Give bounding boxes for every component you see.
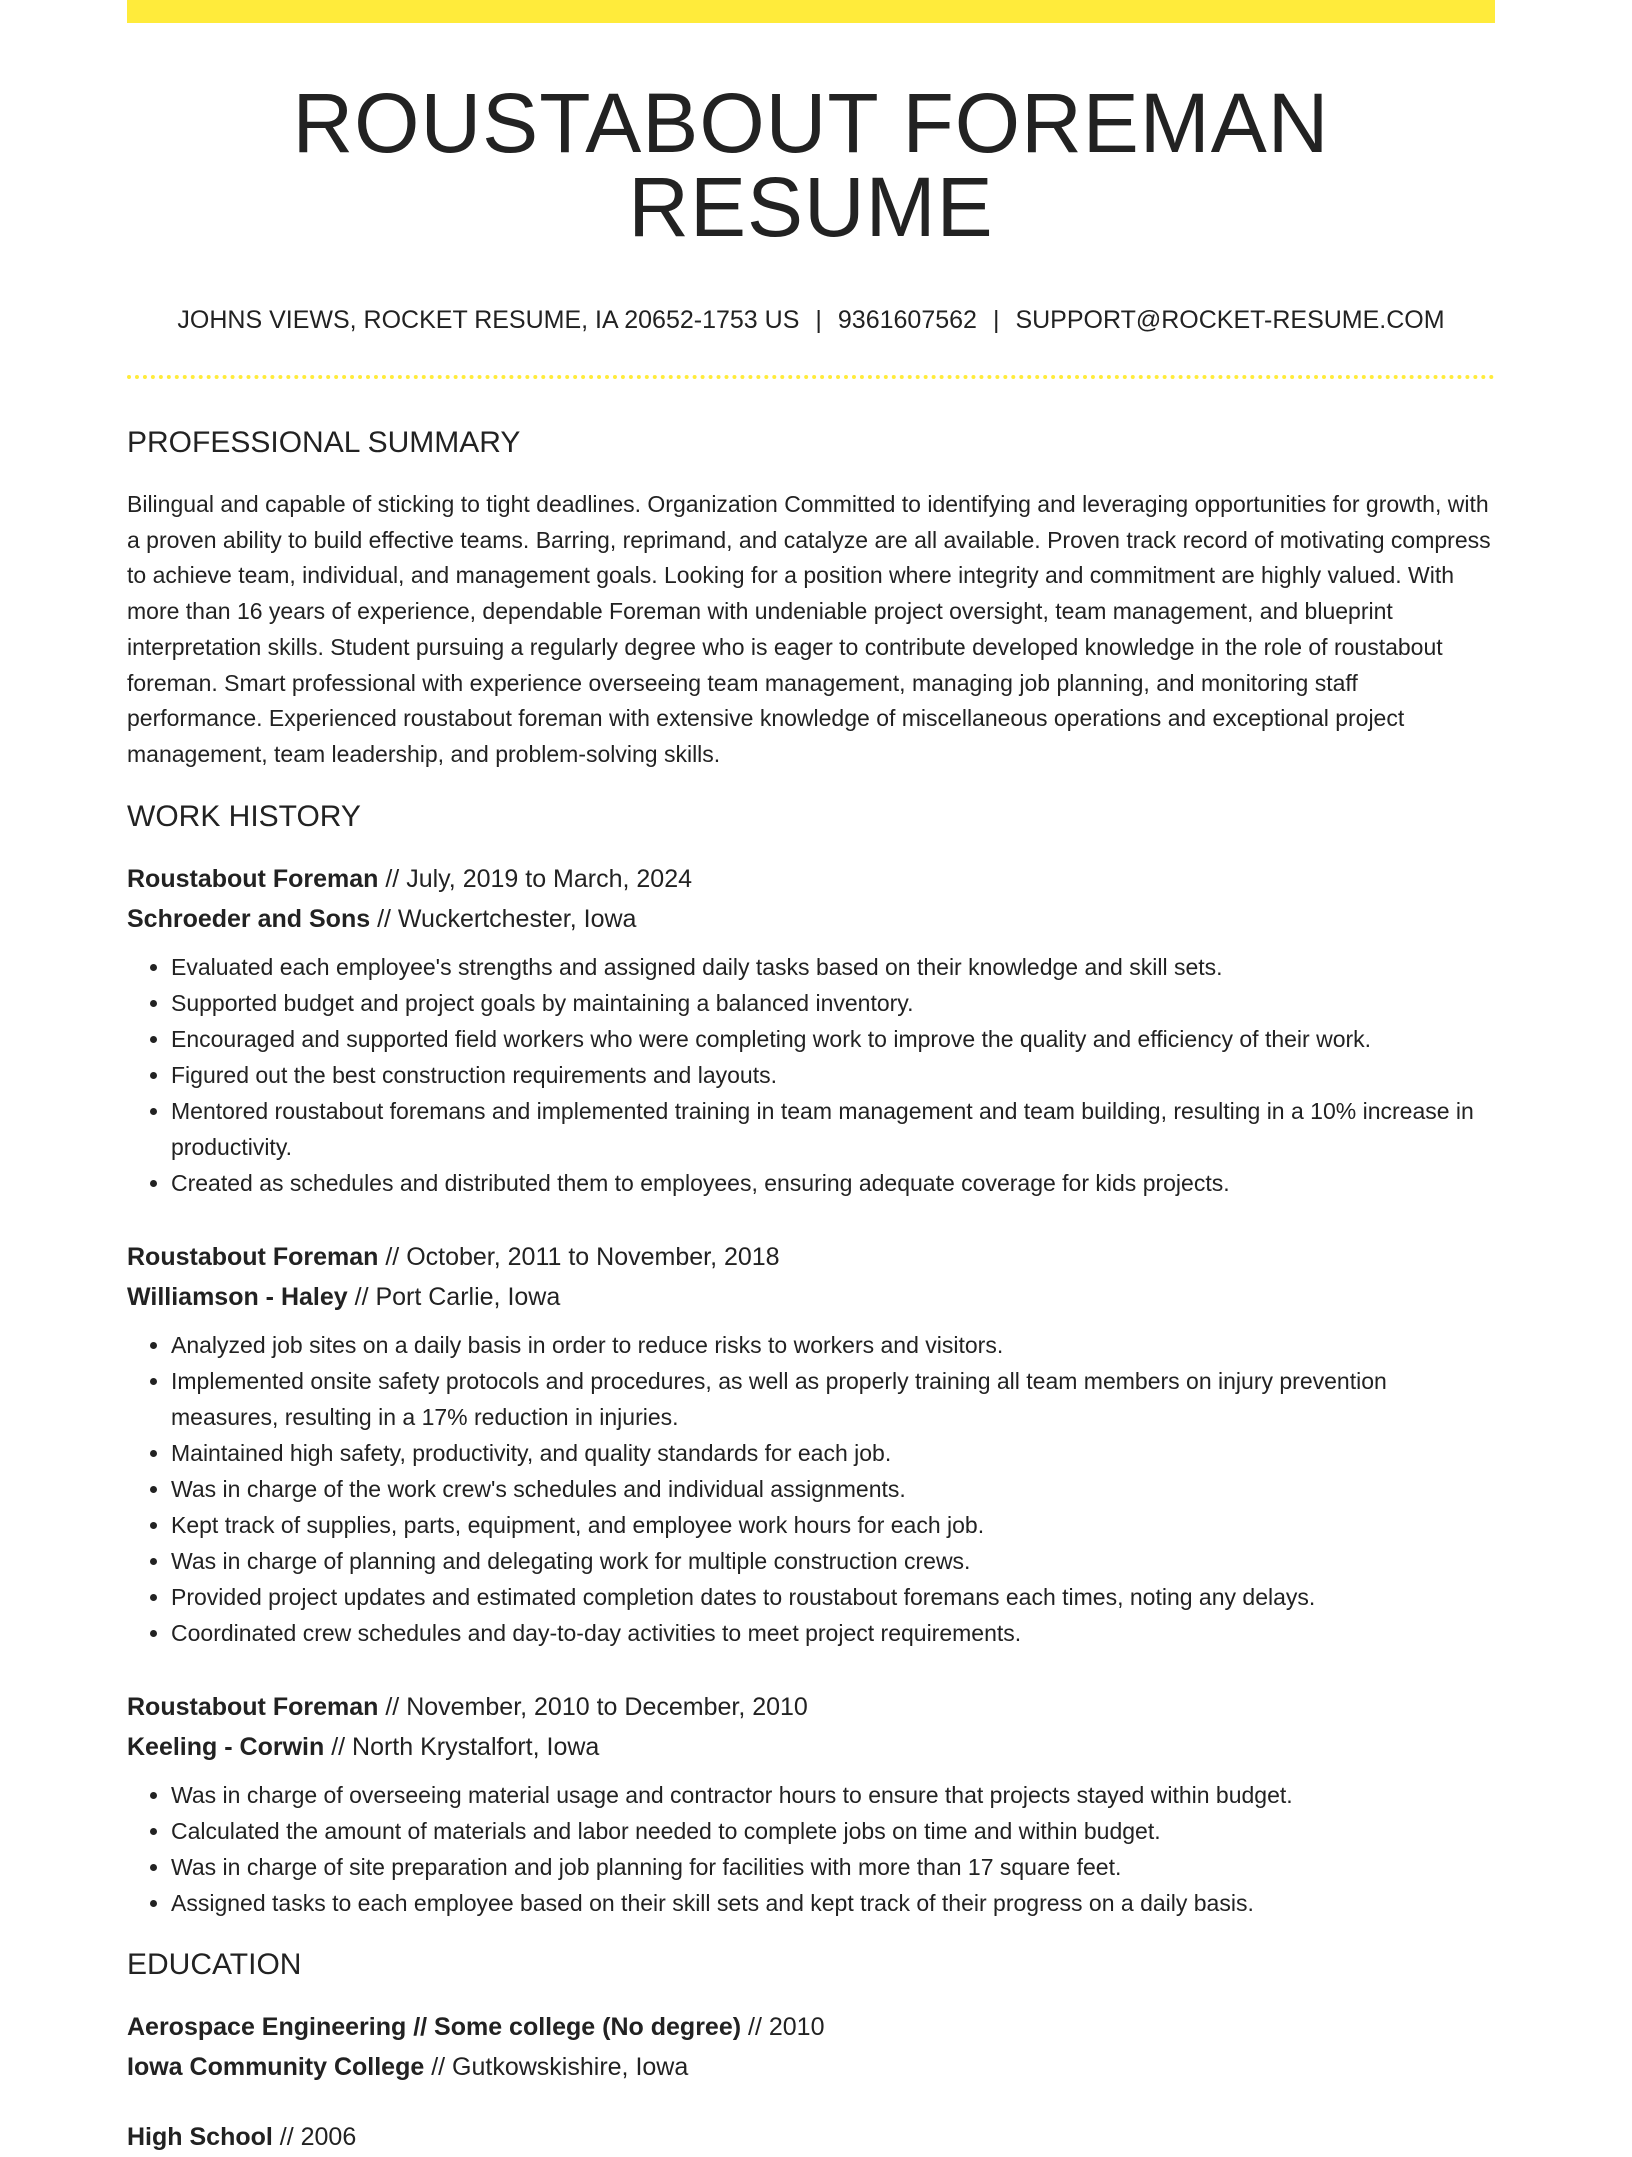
job-title-line <box>127 1237 1495 1277</box>
job-entry <box>127 859 1495 1201</box>
contact-phone: 9361607562 <box>837 306 977 334</box>
job-bullet: • Provided project updates and estimated completion dates to roustabout foremans each times, noting any delays. <box>171 1579 1495 1615</box>
contact-line <box>127 305 1495 335</box>
contact-email: SUPPORT@ROCKET-RESUME.COM <box>1015 306 1445 334</box>
job-location: // North Krystalfort, Iowa <box>331 1732 600 1761</box>
resume-title: ROUSTABOUT FOREMAN RESUME <box>292 76 1330 254</box>
summary-heading: PROFESSIONAL SUMMARY <box>127 426 521 459</box>
job-dates: // October, 2011 to November, 2018 <box>385 1242 780 1271</box>
job-company: Keeling - Corwin <box>127 1732 325 1761</box>
job-dates: // July, 2019 to March, 2024 <box>385 864 693 893</box>
job-bullet: • Mentored roustabout foremans and implemented training in team management and team building, resulting in a 10% increase in productivity. <box>171 1093 1495 1165</box>
education-degree-line <box>127 2117 1495 2157</box>
work-history-heading: WORK HISTORY <box>127 799 361 833</box>
resume-page <box>127 0 1495 2157</box>
contact-separator: | <box>815 306 822 334</box>
contact-separator: | <box>992 306 1000 334</box>
job-title: Roustabout Foreman <box>127 1692 379 1721</box>
education-year: // 2006 <box>279 2122 357 2151</box>
job-bullet: • Implemented onsite safety protocols and procedures, as well as properly training all team members on injury prevention measures, resulting in a 17% reduction in injuries. <box>171 1363 1495 1435</box>
education-degree: Aerospace Engineering // Some college (No degree) <box>127 2012 742 2041</box>
job-bullet: • Maintained high safety, productivity, and quality standards for each job. <box>171 1435 1495 1471</box>
job-bullet: • Was in charge of site preparation and job planning for facilities with more than 17 square feet. <box>171 1849 1495 1885</box>
summary-text: Bilingual and capable of sticking to tight deadlines. Organization Committed to identifying and leveraging opportunities for growth, with a proven ability to build effective teams. Barring, reprimand, and catalyze are all available. Proven track record of motivating compress to achieve team, individual, and management goals. Looking for a position where integrity and commitment are highly valued. With more than 16 years of experience, dependable Foreman with undeniable project oversight, team management, and blueprint interpretation skills. Student pursuing a regularly degree who is eager to contribute developed knowledge in the role of roustabout foreman. Smart professional with experience overseeing team management, managing job planning, and monitoring staff performance. Experienced roustabout foreman with extensive knowledge of miscellaneous operations and exceptional project management, team leadership, and problem-solving skills. <box>127 491 1491 767</box>
job-bullets <box>127 1777 1495 1921</box>
job-title: Roustabout Foreman <box>127 1242 379 1271</box>
job-bullet: • Encouraged and supported field workers who were completing work to improve the quality and efficiency of their work. <box>171 1021 1495 1057</box>
job-company-line <box>127 899 1495 939</box>
education-heading: EDUCATION <box>127 1947 302 1981</box>
education-school-line <box>127 2047 1495 2087</box>
job-company-line <box>127 1277 1495 1317</box>
job-location: // Wuckertchester, Iowa <box>377 904 637 933</box>
job-bullet: • Kept track of supplies, parts, equipment, and employee work hours for each job. <box>171 1507 1495 1543</box>
job-company: Schroeder and Sons <box>127 904 371 933</box>
education-entry <box>127 2117 1495 2157</box>
education-location: // Gutkowskishire, Iowa <box>431 2052 689 2081</box>
accent-top-bar <box>127 0 1495 23</box>
job-bullet: • Was in charge of the work crew's schedules and individual assignments. <box>171 1471 1495 1507</box>
job-title-line <box>127 1687 1495 1727</box>
job-bullet: • Created as schedules and distributed them to employees, ensuring adequate coverage for kids projects. <box>171 1165 1495 1201</box>
education-degree-line <box>127 2007 1495 2047</box>
job-bullet: • Calculated the amount of materials and labor needed to complete jobs on time and within budget. <box>171 1813 1495 1849</box>
education-year: // 2010 <box>748 2012 825 2041</box>
job-bullet: • Analyzed job sites on a daily basis in order to reduce risks to workers and visitors. <box>171 1327 1495 1363</box>
job-bullets <box>127 1327 1495 1651</box>
job-entry <box>127 1687 1495 1921</box>
job-bullets <box>127 949 1495 1201</box>
contact-address: JOHNS VIEWS, ROCKET RESUME, IA 20652-1753 US <box>177 306 800 334</box>
job-bullet: • Was in charge of planning and delegating work for multiple construction crews. <box>171 1543 1495 1579</box>
job-dates: // November, 2010 to December, 2010 <box>385 1692 808 1721</box>
job-bullet: • Figured out the best construction requirements and layouts. <box>171 1057 1495 1093</box>
job-bullet: • Supported budget and project goals by maintaining a balanced inventory. <box>171 985 1495 1021</box>
job-bullet: • Assigned tasks to each employee based on their skill sets and kept track of their progress on a daily basis. <box>171 1885 1495 1921</box>
job-title-line <box>127 859 1495 899</box>
education-school: Iowa Community College <box>127 2052 425 2081</box>
education-degree: High School <box>127 2122 273 2151</box>
job-entry <box>127 1237 1495 1651</box>
job-location: // Port Carlie, Iowa <box>354 1282 561 1311</box>
job-title: Roustabout Foreman <box>127 864 379 893</box>
dotted-divider <box>127 375 1495 383</box>
job-company: Williamson - Haley <box>127 1282 348 1311</box>
job-bullet: • Coordinated crew schedules and day-to-day activities to meet project requirements. <box>171 1615 1495 1651</box>
education-entry <box>127 2007 1495 2087</box>
job-company-line <box>127 1727 1495 1767</box>
job-bullet: • Was in charge of overseeing material usage and contractor hours to ensure that projects stayed within budget. <box>171 1777 1495 1813</box>
job-bullet: • Evaluated each employee's strengths and assigned daily tasks based on their knowledge and skill sets. <box>171 949 1495 985</box>
